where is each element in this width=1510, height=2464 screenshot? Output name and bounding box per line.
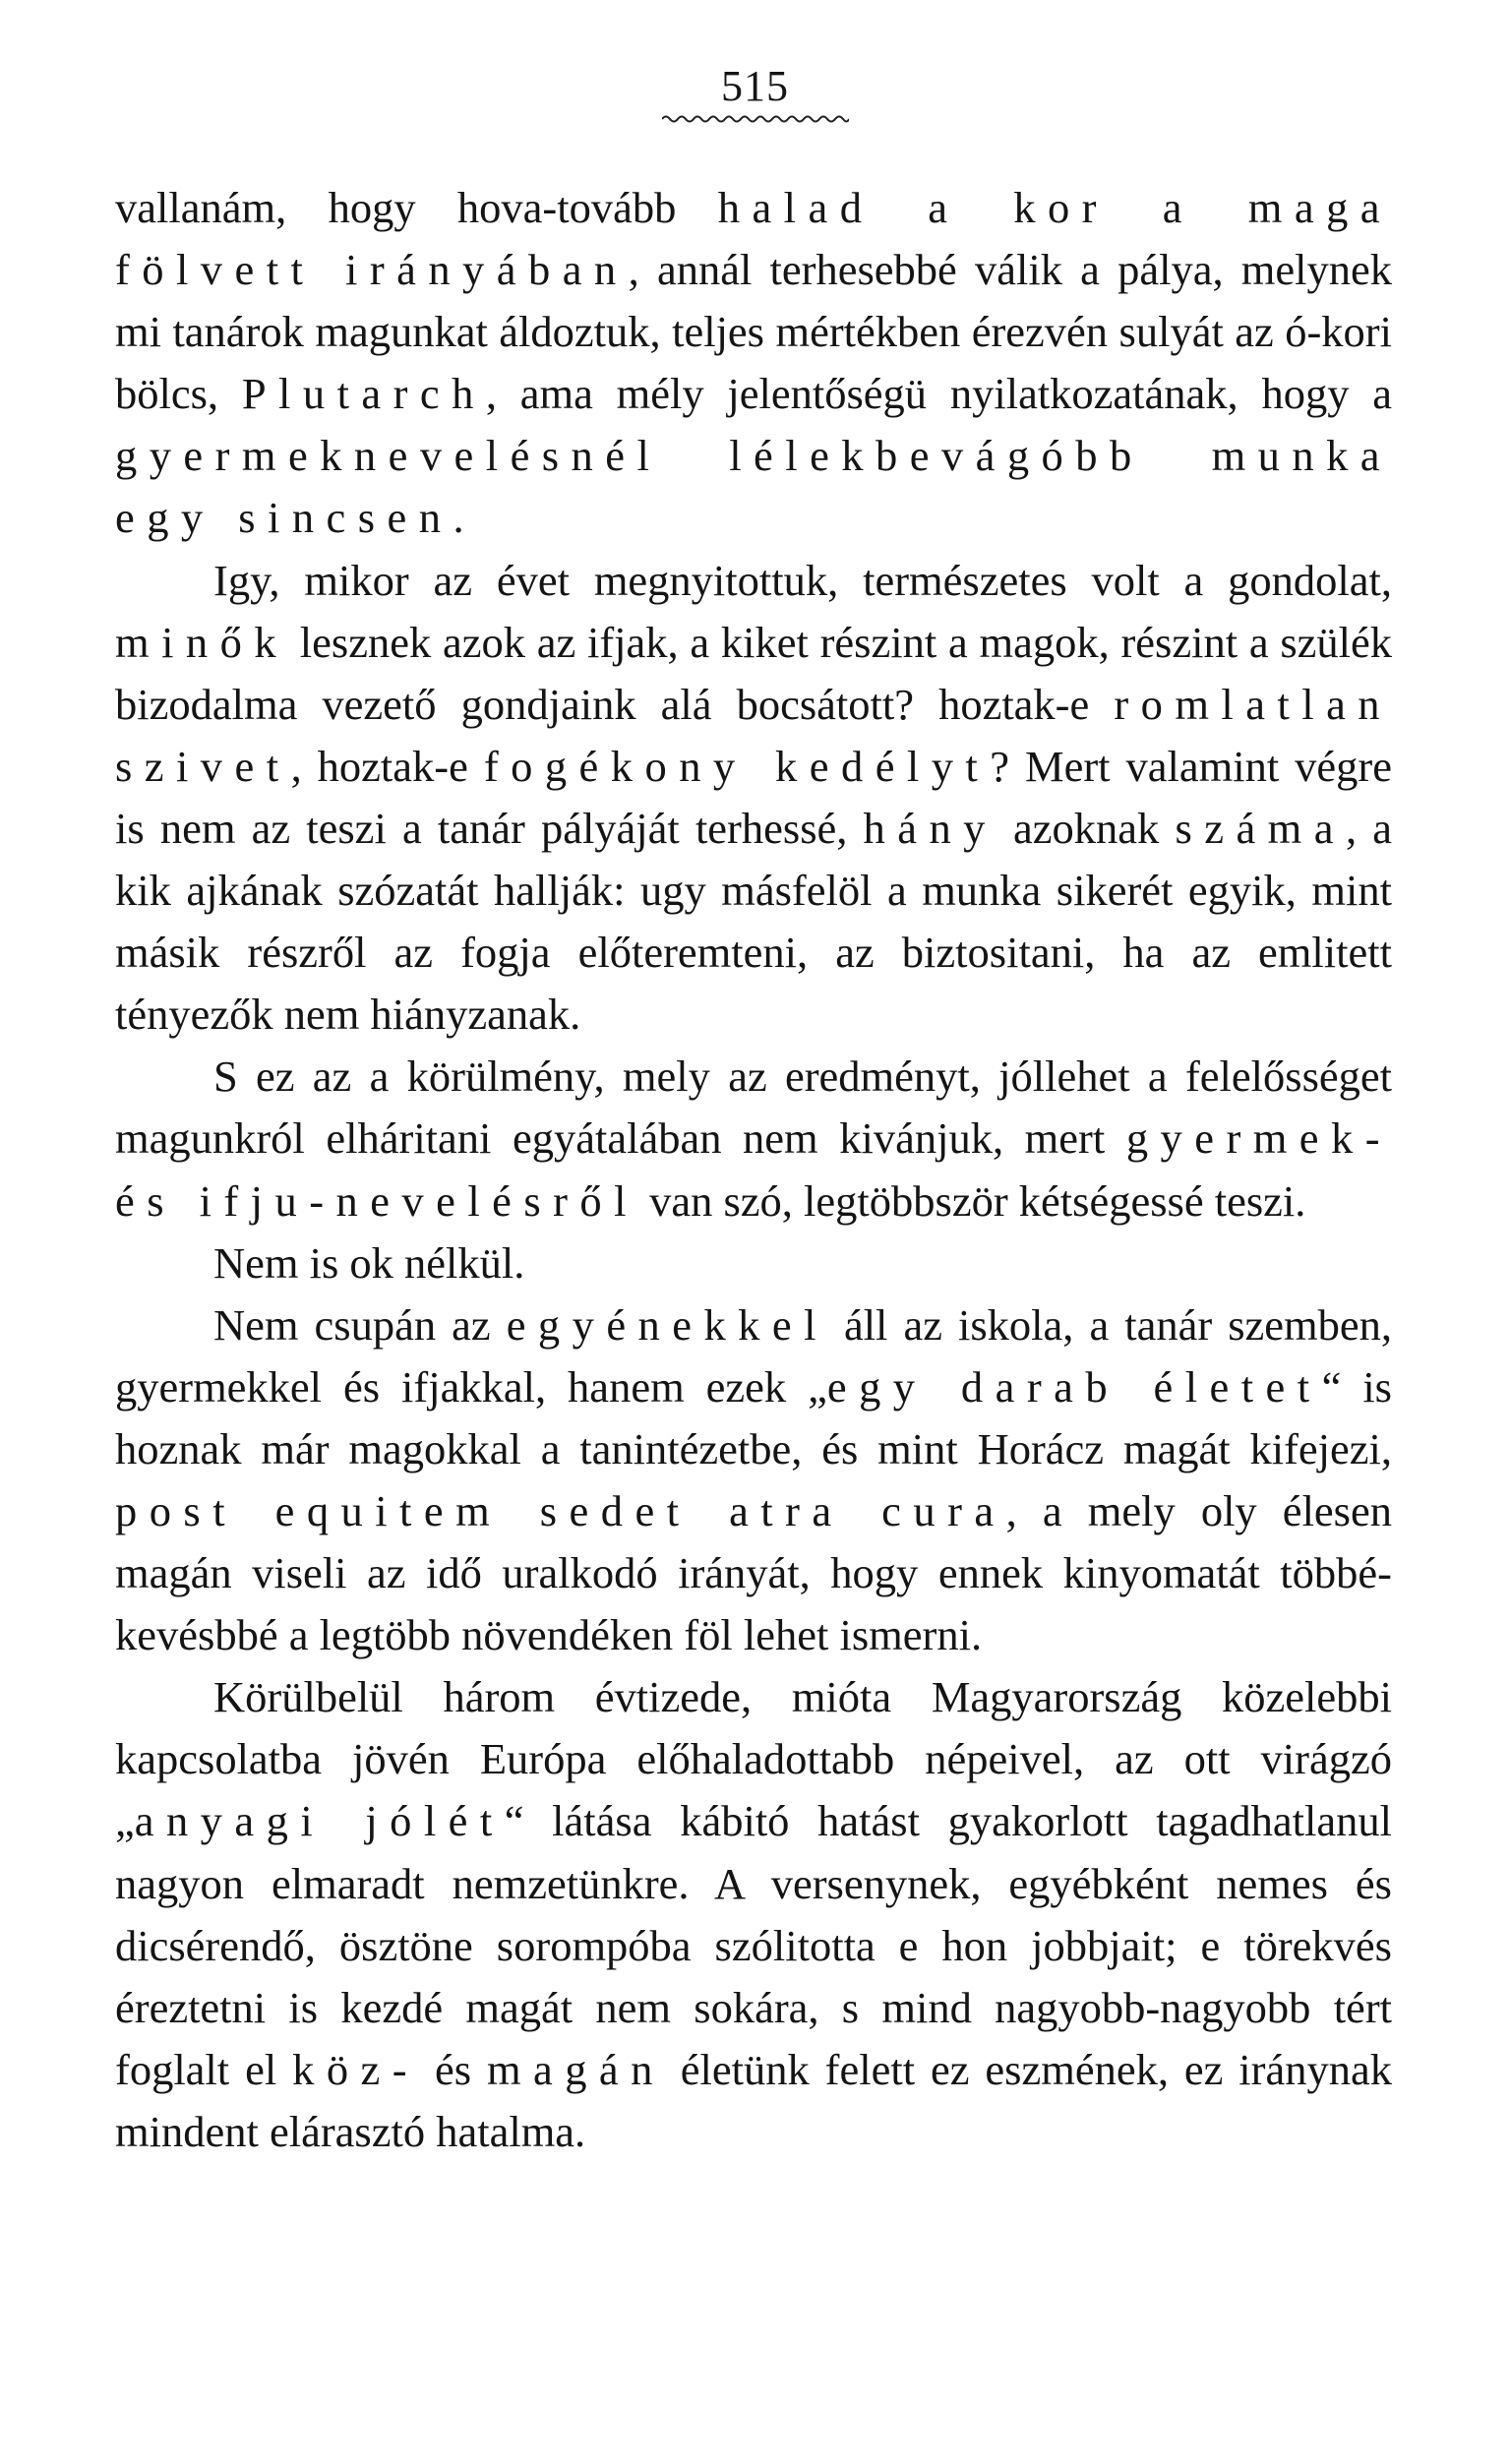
text-run: , hoztak-e <box>290 741 484 791</box>
text-run: van szó, legtöbbször kétségessé teszi. <box>637 1175 1306 1226</box>
text-run: “ is hoznak már magokkal a tanintézetbe, és mint Horácz magát kifejezi, <box>115 1361 1392 1473</box>
text-run: és <box>419 2044 487 2094</box>
paragraph <box>115 550 1392 1047</box>
paragraph <box>115 1294 1392 1667</box>
body-text <box>115 177 1392 2163</box>
text-run: lesznek azok az ifjak, a kiket részint a magok, részint a szülék bizodalma vezető gondjaink alá bocsátott? hoztak-e <box>115 617 1392 729</box>
text-run: áll az iskola, a tanár szemben, gyermekkel és ifjakkal, hanem ezek „ <box>115 1299 1393 1412</box>
emphasized-text: hány <box>863 803 997 853</box>
page-number: 515 <box>721 62 789 110</box>
emphasized-text: köz- <box>292 2044 420 2094</box>
emphasized-text: romlatlan szivet <box>115 679 1392 791</box>
text-run: . <box>453 493 464 543</box>
emphasized-text: halad a kor a maga fölvett irányában <box>115 183 1392 295</box>
wavy-rule-ornament <box>662 112 849 126</box>
text-run: Nem is ok nélkül. <box>213 1237 525 1288</box>
emphasized-text: fogékony kedélyt <box>483 741 991 791</box>
paragraph <box>115 1046 1392 1232</box>
emphasized-text: post equitem sedet atra cura <box>115 1485 1006 1535</box>
paragraph <box>115 1666 1392 2163</box>
emphasized-text: minők <box>115 617 289 667</box>
text-run: “ látása kábitó hatást gyakorlott tagadhatlanul nagyon elmaradt nemzetünkre. A versenynek, egyébként nemes és dicsérendő, ösztöne sorompóba szólitotta e hon jobbjait; e törekvés éreztetni is kezdé magát nem sokára, s mind nagyobb-nagyobb tért foglalt el <box>115 1796 1392 2094</box>
page-header <box>0 63 1510 126</box>
text-run: , annál terhesebbé válik a pálya, melynek mi tanárok magunkat áldoztuk, teljes mértékben érezvén sulyát az ó-kori bölcs, <box>115 245 1392 419</box>
emphasized-text: száma <box>1175 803 1346 853</box>
text-run: azoknak <box>997 803 1176 853</box>
text-run: , ama mély jelentőségü nyilatkozatának, hogy a <box>485 369 1392 419</box>
paragraph <box>115 1232 1392 1294</box>
text-run: életünk felett ez eszmének, ez iránynak mindent elárasztó hatalma. <box>115 2044 1392 2156</box>
emphasized-text: magán <box>486 2044 665 2094</box>
text-run: , a kik ajkának szózatát hallják: ugy másfelöl a munka sikerét egyik, mint másik részről az fogja előteremteni, az biztositani, ha az emlitett tényezők nem hiányzanak. <box>115 803 1392 1040</box>
text-run: Körülbelül három évtizede, mióta Magyarország közelebbi kapcsolatba jövén Európa előhaladottabb népeivel, az ott virágzó „ <box>115 1672 1392 1846</box>
text-run: , a mely oly élesen magán viseli az idő uralkodó irányát, hogy ennek kinyomatát többé-kevésbbé a legtöbb növendéken föl lehet ismerni. <box>115 1485 1392 1660</box>
emphasized-text: Plutarch <box>241 369 486 419</box>
text-run: vallanám, hogy hova-tovább <box>115 183 718 232</box>
emphasized-text: gyermek- és ifju-nevelésről <box>115 1113 1392 1226</box>
text-run: ? Mert valamint végre is nem az teszi a tanár pályáját terhessé, <box>115 741 1393 853</box>
emphasized-text: egyénekkel <box>506 1299 828 1350</box>
text-run: Igy, mikor az évet megnyitottuk, természetes volt a gondolat, <box>213 555 1392 605</box>
paragraph <box>115 177 1392 550</box>
emphasized-text: egy darab életet <box>826 1361 1322 1412</box>
text-run: S ez az a körülmény, mely az eredményt, jóllehet a felelősséget magunkról elháritani egyátalában nem kivánjuk, mert <box>115 1052 1392 1164</box>
emphasized-text: gyermeknevelésnél lélekbevágóbb munka egy sincsen <box>115 431 1392 543</box>
emphasized-text: anyagi jólét <box>134 1796 505 1846</box>
text-run: Nem csupán az <box>213 1299 507 1350</box>
